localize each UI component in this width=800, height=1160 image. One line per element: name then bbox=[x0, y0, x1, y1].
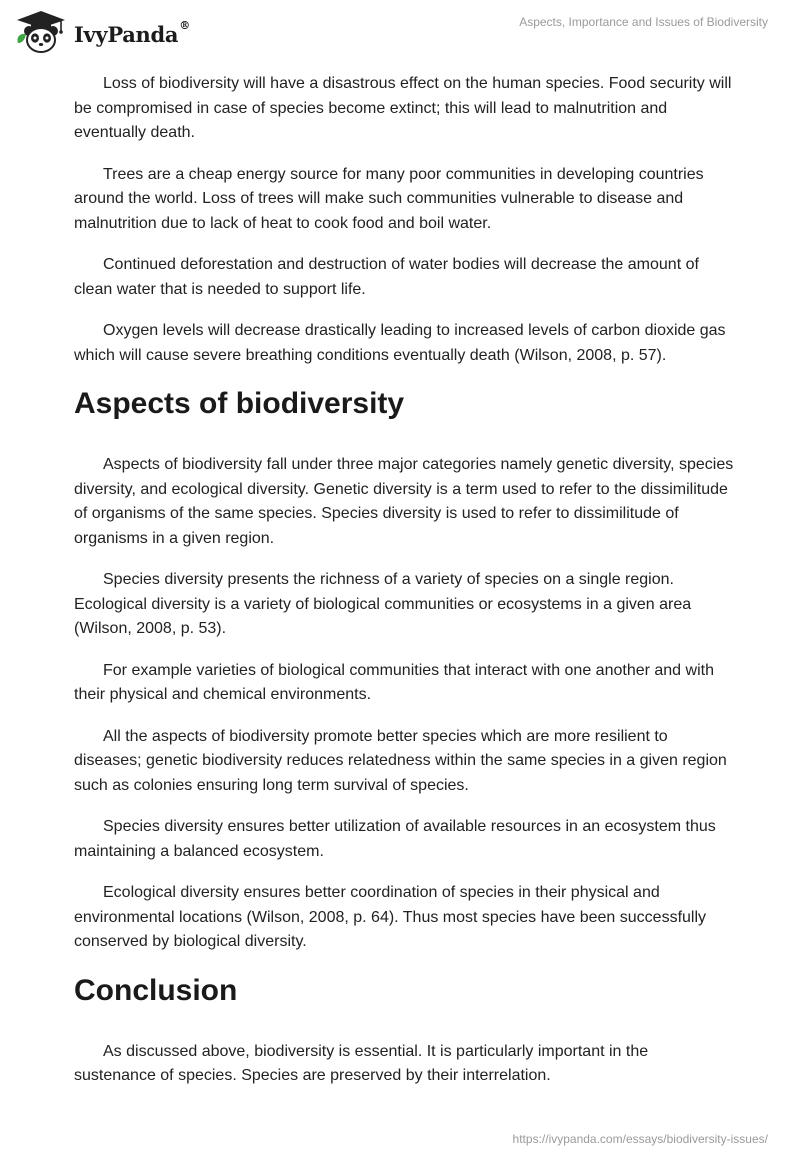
paragraph: Aspects of biodiversity fall under three major categories namely genetic diversity, species diversity, and ecological diversity. Genetic diversity is a term used to refer to the dissimilitude of organisms of the same species. Species diversity is used to refer to dissimilitude of organisms in a given region. bbox=[74, 456, 734, 547]
paragraph: Loss of biodiversity will have a disastrous effect on the human species. Food security will be compromised in case of species become extinct; this will lead to malnutrition and eventually death. bbox=[74, 75, 732, 141]
brand-name: IvyPanda® bbox=[74, 18, 190, 47]
panda-mascot-icon bbox=[14, 9, 68, 55]
paragraph: Oxygen levels will decrease drastically leading to increased levels of carbon dioxide gas which will cause severe breathing conditions eventually death (Wilson, 2008, p. 57). bbox=[74, 322, 726, 364]
page-header bbox=[0, 0, 800, 64]
paragraph: Continued deforestation and destruction of water bodies will decrease the amount of clean water that is needed to support life. bbox=[74, 256, 699, 298]
ivypanda-logo[interactable] bbox=[14, 8, 190, 56]
paragraph: All the aspects of biodiversity promote better species which are more resilient to diseases; genetic biodiversity reduces relatedness within the same species in a given region such as colonies ensuring long term survival of species. bbox=[74, 727, 727, 794]
document-title: Aspects, Importance and Issues of Biodiversity bbox=[519, 15, 768, 29]
paragraph: Trees are a cheap energy source for many poor communities in developing countries around the world. Loss of trees will make such communities vulnerable to disease and malnutrition due to lack of heat to cook food and boil water. bbox=[74, 165, 704, 232]
paragraph: Species diversity ensures better utilization of available resources in an ecosystem thus maintaining a balanced ecosystem. bbox=[74, 818, 716, 860]
paragraph: As discussed above, biodiversity is essential. It is particularly important in the sustenance of species. Species are preserved by their interrelation. bbox=[74, 1042, 649, 1084]
paragraph: Species diversity presents the richness of a variety of species on a single region. Ecological diversity is a variety of biological communities or ecosystems in a given area (Wilson, 2008, p. 53). bbox=[74, 571, 692, 637]
source-url[interactable]: https://ivypanda.com/essays/biodiversity-issues/ bbox=[512, 1132, 768, 1146]
section-heading-aspects: Aspects of biodiversity bbox=[74, 387, 405, 420]
section-heading-conclusion: Conclusion bbox=[74, 973, 238, 1007]
paragraph: Ecological diversity ensures better coordination of species in their physical and environmental locations (Wilson, 2008, p. 64). Thus most species have been successfully conserved by biological diversity. bbox=[74, 884, 707, 950]
article-body bbox=[74, 72, 734, 1106]
paragraph: For example varieties of biological communities that interact with one another and with their physical and chemical environments. bbox=[74, 661, 714, 703]
